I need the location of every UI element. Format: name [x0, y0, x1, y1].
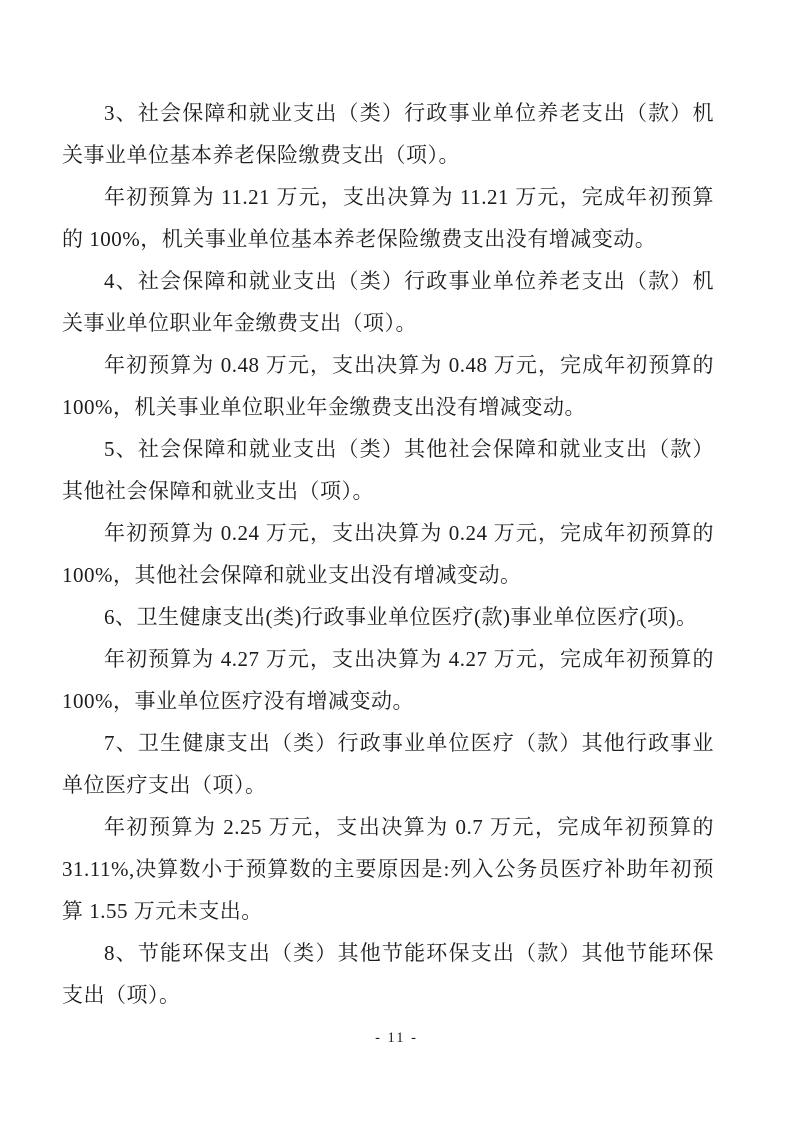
document-body: [62, 92, 714, 1016]
paragraph-item-6-detail: 年初预算为 4.27 万元，支出决算为 4.27 万元，完成年初预算的 100%，事业单位医疗没有增减变动。: [62, 647, 714, 713]
paragraph-item-4-detail: 年初预算为 0.48 万元，支出决算为 0.48 万元，完成年初预算的 100%，机关事业单位职业年金缴费支出没有增减变动。: [62, 353, 714, 419]
paragraph-item-7-title: 7、卫生健康支出（类）行政事业单位医疗（款）其他行政事业单位医疗支出（项）。: [62, 731, 714, 797]
paragraph-item-8-title: 8、节能环保支出（类）其他节能环保支出（款）其他节能环保支出（项）。: [62, 941, 714, 1007]
page-number: - 11 -: [375, 1030, 418, 1046]
paragraph-item-5-detail: 年初预算为 0.24 万元，支出决算为 0.24 万元，完成年初预算的 100%，其他社会保障和就业支出没有增减变动。: [62, 521, 714, 587]
paragraph-item-5-title: 5、社会保障和就业支出（类）其他社会保障和就业支出（款）其他社会保障和就业支出（项）。: [62, 437, 714, 503]
paragraph-item-4-title: 4、社会保障和就业支出（类）行政事业单位养老支出（款）机关事业单位职业年金缴费支出（项）。: [62, 269, 714, 335]
paragraph-item-3-title: 3、社会保障和就业支出（类）行政事业单位养老支出（款）机关事业单位基本养老保险缴费支出（项）。: [62, 101, 714, 167]
paragraph-item-7-detail: 年初预算为 2.25 万元，支出决算为 0.7 万元，完成年初预算的 31.11%,决算数小于预算数的主要原因是:列入公务员医疗补助年初预算 1.55 万元未支出。: [62, 815, 714, 923]
paragraph-item-6-title: 6、卫生健康支出(类)行政事业单位医疗(款)事业单位医疗(项)。: [104, 605, 698, 629]
paragraph-item-3-detail: 年初预算为 11.21 万元，支出决算为 11.21 万元，完成年初预算的 100%，机关事业单位基本养老保险缴费支出没有增减变动。: [62, 185, 714, 251]
